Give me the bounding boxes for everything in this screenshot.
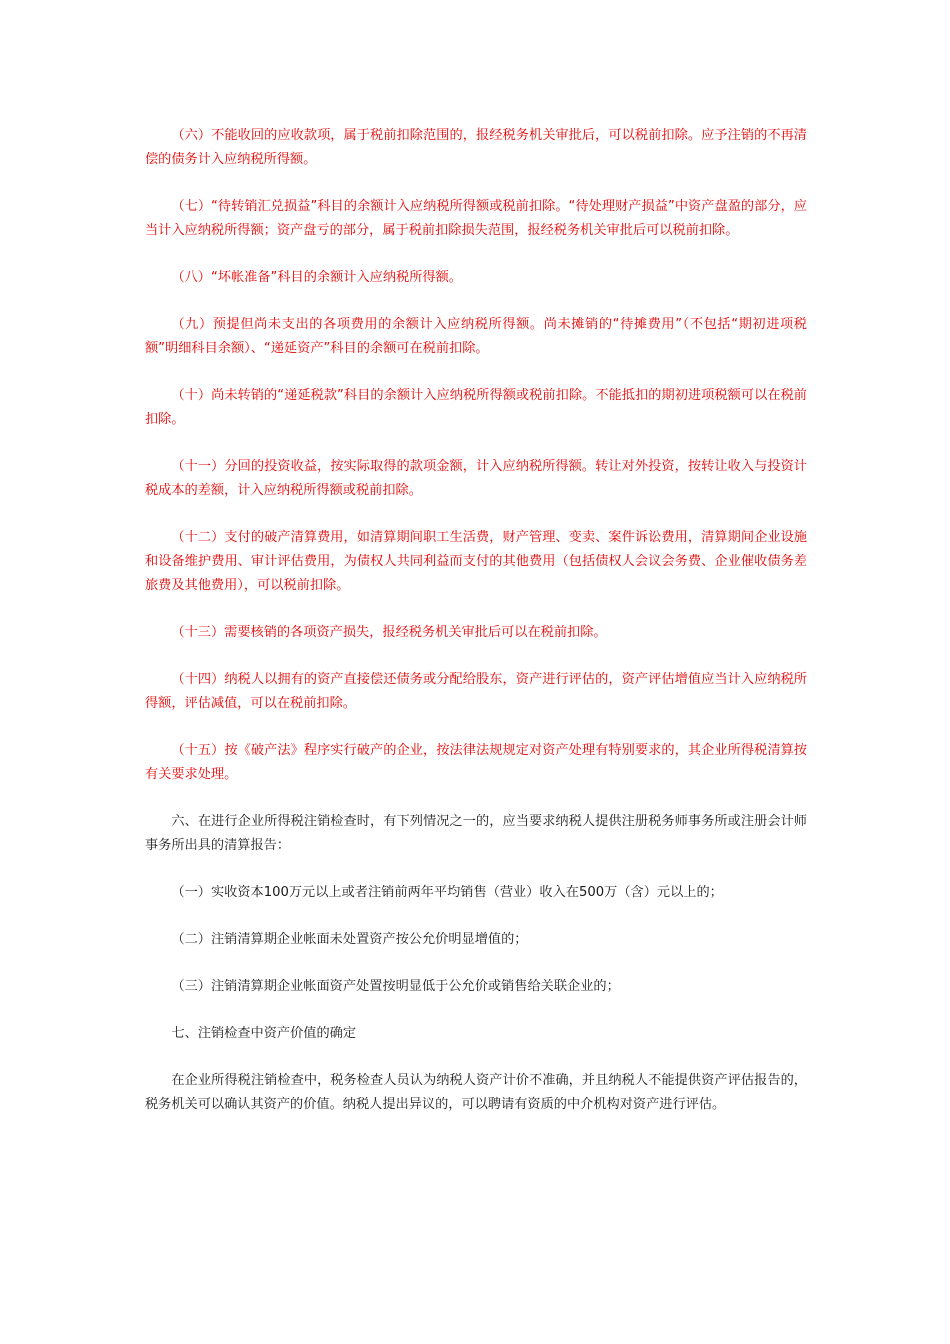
- paragraph-item-13-asset-losses: （十三）需要核销的各项资产损失，报经税务机关审批后可以在税前扣除。: [171, 625, 607, 640]
- paragraph-item-9-accrued-expenses: （九）预提但尚未支出的各项费用的余额计入应纳税所得额。尚未摊销的“待摊费用”（不包括“期初进项税额”明细科目余额）、“递延资产”科目的余额可在税前扣除。: [145, 317, 807, 356]
- section-7-heading: 七、注销检查中资产价值的确定: [171, 1026, 357, 1041]
- document-page: [145, 124, 807, 1140]
- paragraph-item-6-uncollectible-receivables: （六）不能收回的应收款项，属于税前扣除范围的，报经税务机关审批后，可以税前扣除。应予注销的不再清偿的债务计入应纳税所得额。: [145, 128, 807, 167]
- paragraph-item-14-asset-repayment: （十四）纳税人以拥有的资产直接偿还债务或分配给股东，资产进行评估的，资产评估增值应当计入应纳税所得额，评估减值，可以在税前扣除。: [145, 672, 807, 711]
- section-6-clearance-report: 六、在进行企业所得税注销检查时，有下列情况之一的，应当要求纳税人提供注册税务师事务所或注册会计师事务所出具的清算报告：: [145, 814, 807, 853]
- paragraph-item-15-bankruptcy-law: （十五）按《破产法》程序实行破产的企业，按法律法规规定对资产处理有特别要求的，其企业所得税清算按有关要求处理。: [145, 743, 807, 782]
- paragraph-item-7-exchange-gains-and-property-losses: （七）“待转销汇兑损益”科目的余额计入应纳税所得额或税前扣除。“待处理财产损益”中资产盘盈的部分，应当计入应纳税所得额；资产盘亏的部分，属于税前扣除损失范围，报经税务机关审批后可以税前扣除。: [145, 199, 807, 238]
- section-6-condition-3: （三）注销清算期企业帐面资产处置按明显低于公允价或销售给关联企业的；: [171, 979, 620, 994]
- paragraph-item-10-deferred-tax: （十）尚未转销的“递延税款”科目的余额计入应纳税所得额或税前扣除。不能抵扣的期初进项税额可以在税前扣除。: [145, 388, 807, 427]
- section-6-condition-1: （一）实收资本100万元以上或者注销前两年平均销售（营业）收入在500万（含）元以上的；: [171, 885, 723, 900]
- paragraph-item-8-bad-debt-reserve: （八）“坏帐准备”科目的余额计入应纳税所得额。: [171, 270, 462, 285]
- paragraph-item-12-bankruptcy-costs: （十二）支付的破产清算费用，如清算期间职工生活费，财产管理、变卖、案件诉讼费用，清算期间企业设施和设备维护费用、审计评估费用，为债权人共同利益而支付的其他费用（包括债权人会议会务费、企业催收债务差旅费及其他费用），可以税前扣除。: [145, 530, 807, 593]
- section-7-body: 在企业所得税注销检查中，税务检查人员认为纳税人资产计价不准确，并且纳税人不能提供资产评估报告的，税务机关可以确认其资产的价值。纳税人提出异议的，可以聘请有资质的中介机构对资产进行评估。: [145, 1073, 807, 1112]
- paragraph-item-11-investment-income: （十一）分回的投资收益，按实际取得的款项金额，计入应纳税所得额。转让对外投资，按转让收入与投资计税成本的差额，计入应纳税所得额或税前扣除。: [145, 459, 807, 498]
- section-6-condition-2: （二）注销清算期企业帐面未处置资产按公允价明显增值的；: [171, 932, 528, 947]
